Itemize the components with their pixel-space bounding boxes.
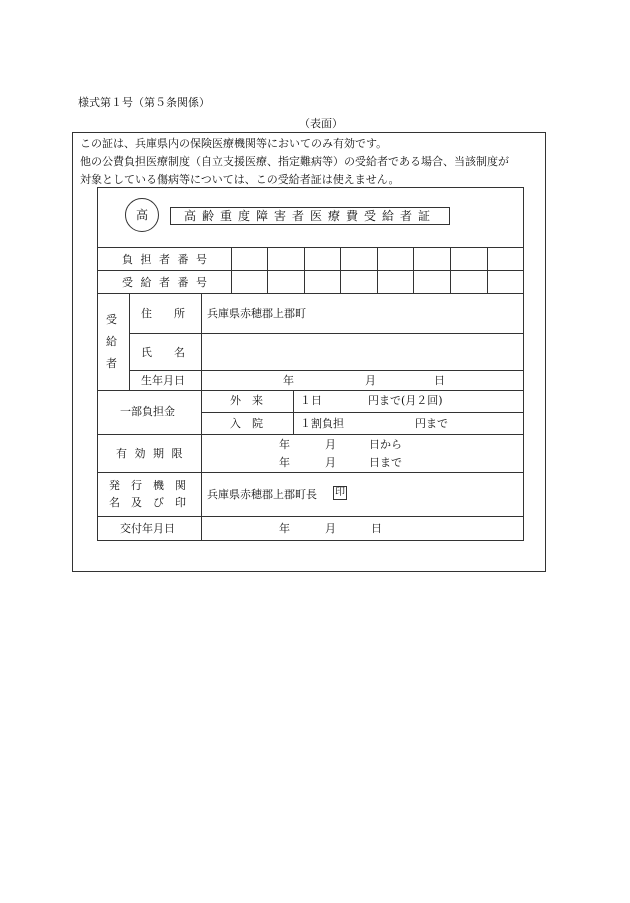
rule	[201, 412, 524, 413]
side-label: （表面）	[299, 117, 343, 130]
grid-rule	[293, 390, 294, 434]
issuer-label-line-1: 発 行 機 関	[109, 479, 186, 492]
grid-rule	[304, 247, 305, 293]
address-label: 住 所	[141, 307, 185, 320]
dob-day: 日	[434, 374, 445, 387]
copay-label: 一部負担金	[120, 405, 175, 418]
outpatient-label: 外 来	[230, 394, 263, 407]
grid-rule	[450, 247, 451, 293]
validity-from-year: 年	[279, 438, 290, 451]
recipient-label-char-3: 者	[106, 357, 117, 370]
grid-rule	[413, 247, 414, 293]
issuer-label-line-2: 名 及 び 印	[109, 496, 186, 509]
grid-rule	[231, 247, 232, 293]
validity-to-day: 日まで	[369, 456, 402, 469]
grid-rule	[201, 390, 202, 540]
name-label: 氏 名	[141, 346, 185, 359]
rule	[97, 434, 524, 435]
issue-date-month: 月	[325, 522, 336, 535]
koureisha-circle-mark: 高	[125, 198, 159, 232]
note-line-2: 他の公費負担医療制度（自立支援医療、指定難病等）の受給者である場合、当該制度が	[80, 155, 509, 168]
rule	[97, 293, 524, 294]
recipient-label-char-1: 受	[106, 313, 117, 326]
seal-stamp-box: 印	[335, 487, 345, 498]
note-line-3: 対象としている傷病等については、この受給者証は使えません。	[80, 173, 400, 186]
form-number: 様式第１号（第５条関係）	[78, 96, 210, 109]
grid-rule	[487, 247, 488, 293]
validity-to-month: 月	[325, 456, 336, 469]
outpatient-days: １日	[300, 394, 322, 407]
grid-rule	[377, 247, 378, 293]
dob-month: 月	[365, 374, 376, 387]
issue-date-year: 年	[279, 522, 290, 535]
validity-from-day: 日から	[369, 438, 402, 451]
grid-rule	[340, 247, 341, 293]
dob-year: 年	[283, 374, 294, 387]
rule	[97, 247, 524, 248]
burden-number-label: 負 担 者 番 号	[122, 253, 209, 266]
address-value: 兵庫県赤穂郡上郡町	[207, 307, 306, 320]
outpatient-limit: 円まで(月２回)	[368, 394, 443, 407]
validity-from-month: 月	[325, 438, 336, 451]
dob-label: 生年月日	[141, 374, 185, 387]
grid-rule	[267, 247, 268, 293]
recipient-label-char-2: 給	[106, 335, 117, 348]
inpatient-label: 入 院	[230, 417, 263, 430]
rule	[97, 516, 524, 517]
rule	[129, 333, 524, 334]
grid-rule	[201, 293, 202, 390]
recipient-number-label: 受 給 者 番 号	[122, 276, 209, 289]
rule	[97, 390, 524, 391]
issuer-value: 兵庫県赤穂郡上郡町長	[207, 488, 317, 501]
note-line-1: この証は、兵庫県内の保険医療機関等においてのみ有効です。	[80, 137, 388, 150]
rule	[97, 270, 524, 271]
inpatient-limit: 円まで	[415, 417, 448, 430]
validity-label: 有 効 期 限	[116, 447, 185, 460]
card-title: 高齢重度障害者医療費受給者証	[170, 207, 450, 225]
rule	[97, 472, 524, 473]
inpatient-rate: １割負担	[300, 417, 344, 430]
rule	[129, 370, 524, 371]
grid-rule	[129, 293, 130, 390]
validity-to-year: 年	[279, 456, 290, 469]
issue-date-label: 交付年月日	[120, 522, 175, 535]
issue-date-day: 日	[371, 522, 382, 535]
